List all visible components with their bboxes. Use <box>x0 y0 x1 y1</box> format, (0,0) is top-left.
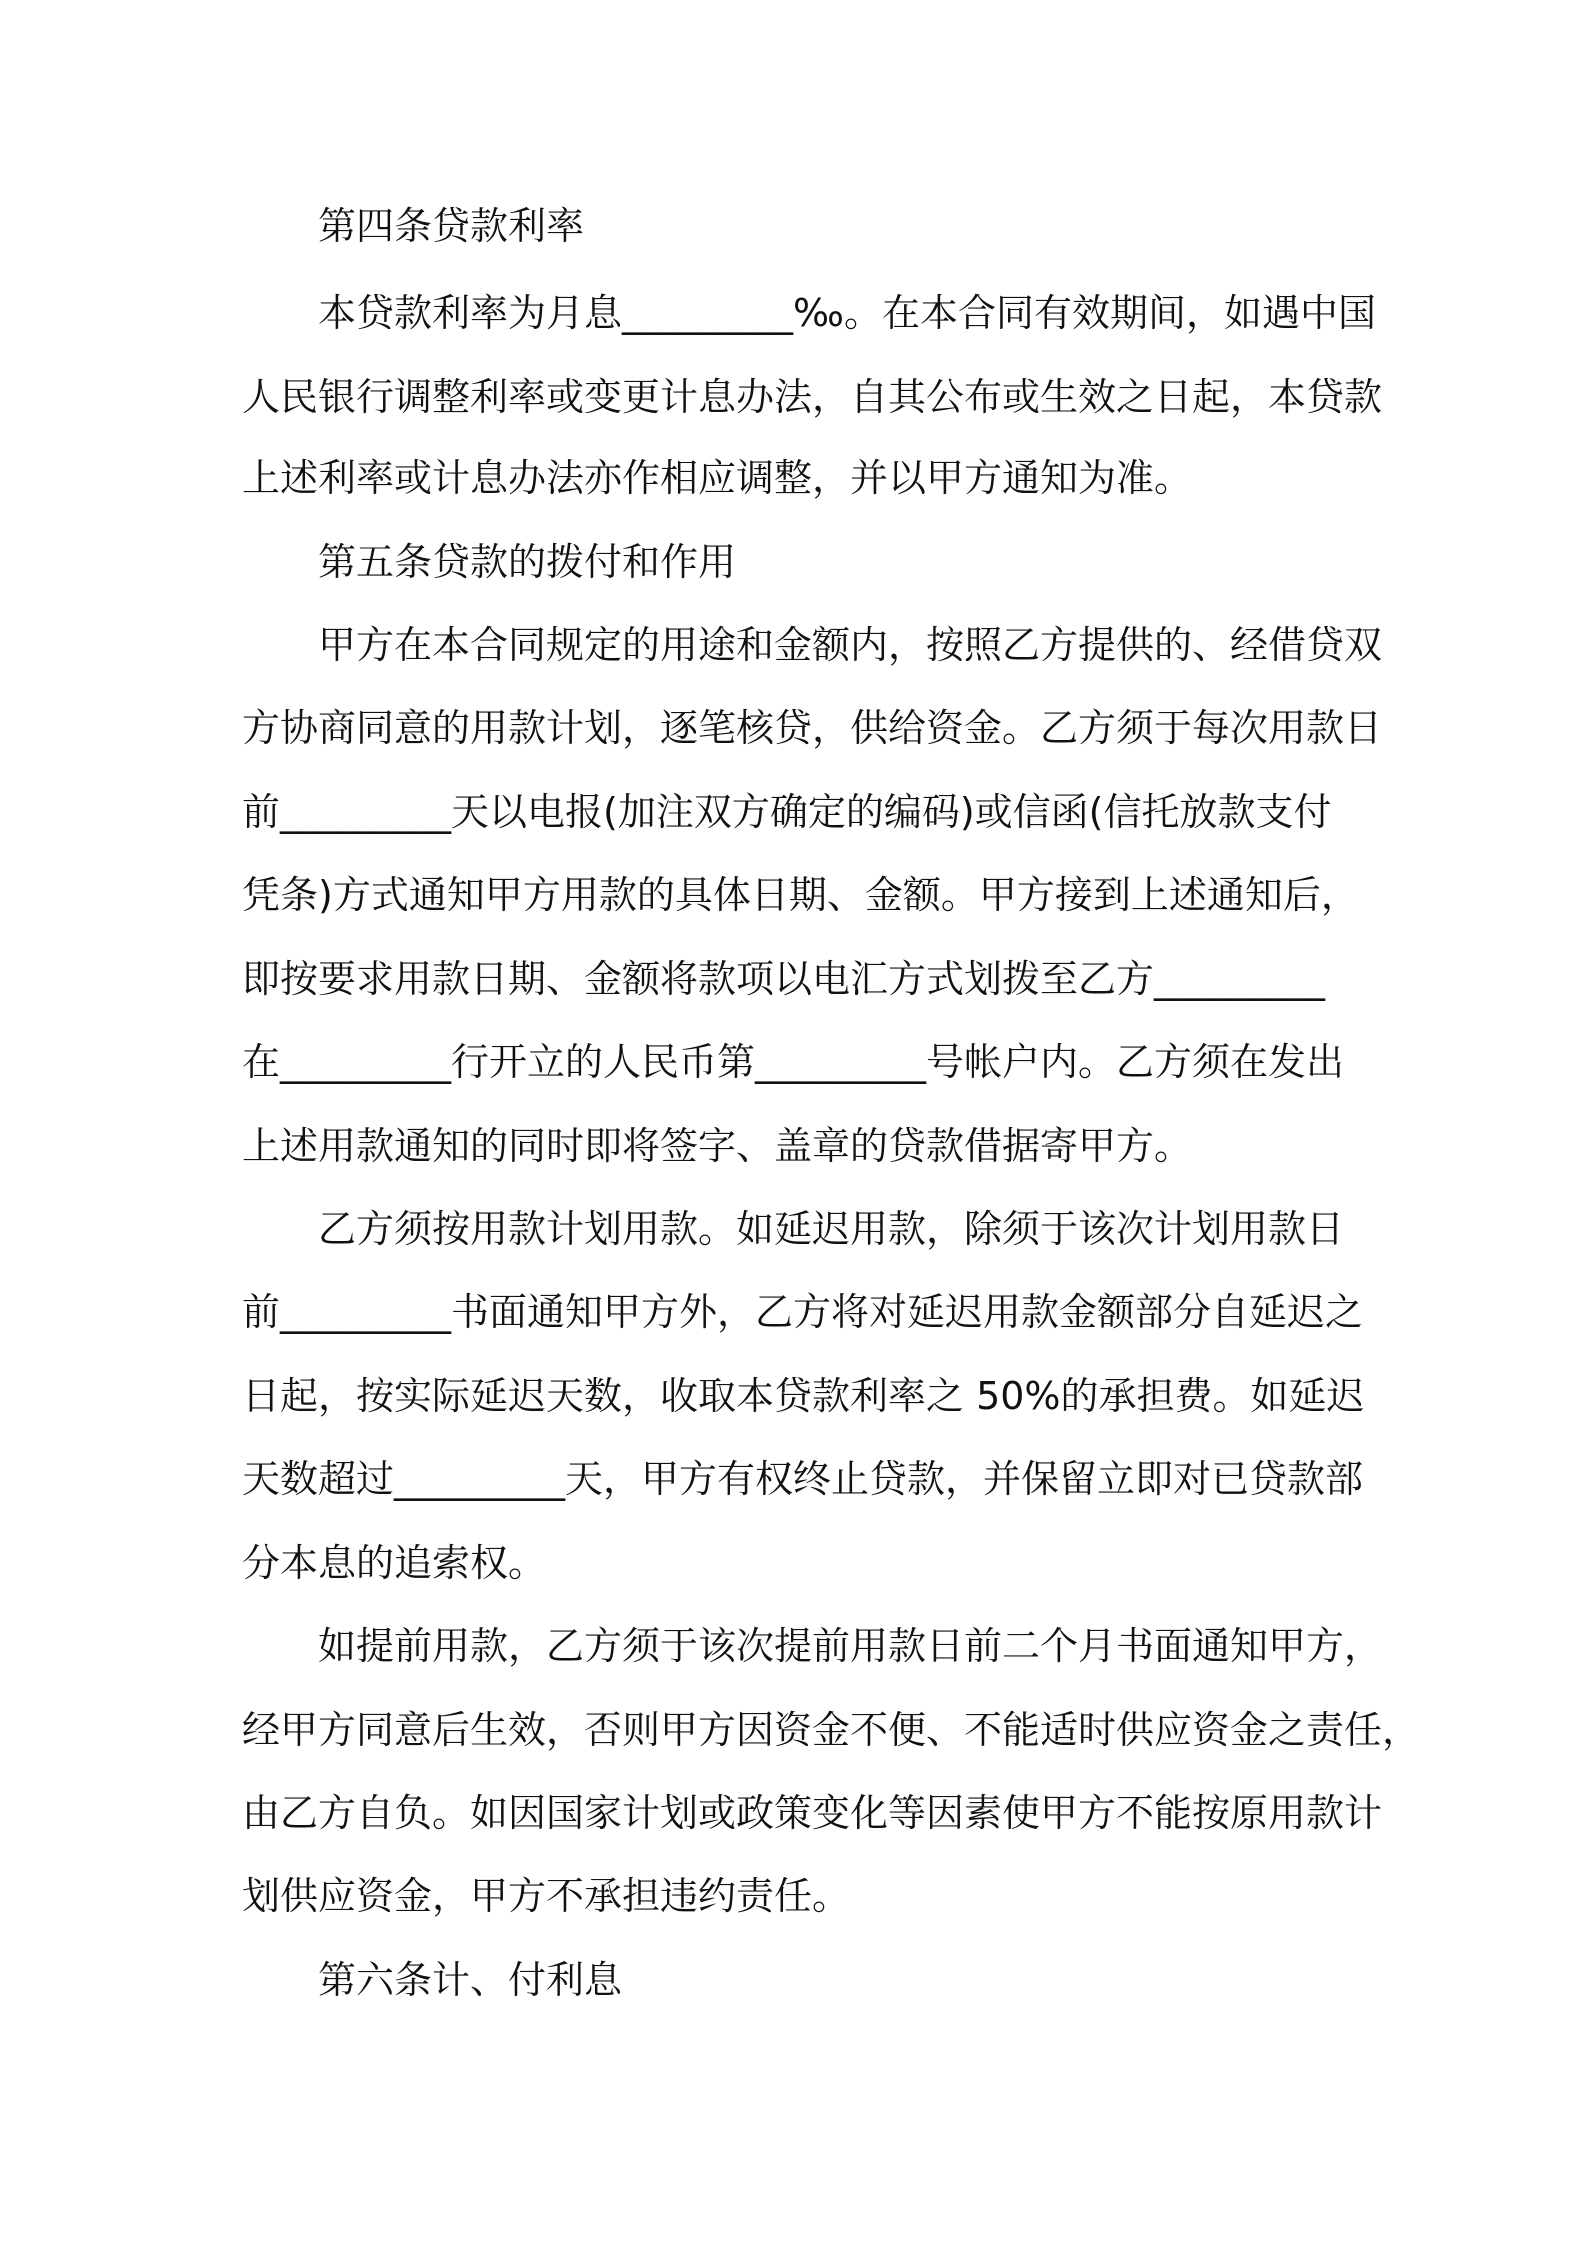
paragraph-line: 本贷款利率为月息_________‰。在本合同有效期间，如遇中国 <box>318 291 1376 335</box>
paragraph-line: 乙方须按用款计划用款。如延迟用款，除须于该次计划用款日 <box>318 1207 1345 1251</box>
paragraph-line: 即按要求用款日期、金额将款项以电汇方式划拨至乙方_________ <box>242 957 1326 1001</box>
paragraph-line: 方协商同意的用款计划，逐笔核贷，供给资金。乙方须于每次用款日 <box>242 706 1383 750</box>
paragraph-line: 前_________书面通知甲方外，乙方将对延迟用款金额部分自延迟之 <box>242 1290 1364 1334</box>
paragraph-line: 前_________天以电报(加注双方确定的编码)或信函(信托放款支付 <box>242 790 1332 834</box>
heading-article-4: 第四条贷款利率 <box>318 204 585 248</box>
paragraph-line: 甲方在本合同规定的用途和金额内，按照乙方提供的、经借贷双 <box>318 623 1383 667</box>
heading-article-5: 第五条贷款的拨付和作用 <box>318 540 737 584</box>
paragraph-line: 划供应资金，甲方不承担违约责任。 <box>242 1874 851 1918</box>
paragraph-line: 凭条)方式通知甲方用款的具体日期、金额。甲方接到上述通知后， <box>242 873 1359 917</box>
paragraph-line: 人民银行调整利率或变更计息办法，自其公布或生效之日起，本贷款 <box>242 375 1383 419</box>
paragraph-line: 在_________行开立的人民币第_________号帐户内。乙方须在发出 <box>242 1040 1345 1084</box>
paragraph-line: 由乙方自负。如因国家计划或政策变化等因素使甲方不能按原用款计 <box>242 1791 1383 1835</box>
paragraph-line: 天数超过_________天，甲方有权终止贷款，并保留立即对已贷款部 <box>242 1457 1364 1501</box>
paragraph-line: 上述利率或计息办法亦作相应调整，并以甲方通知为准。 <box>242 456 1193 500</box>
paragraph-line: 经甲方同意后生效，否则甲方因资金不便、不能适时供应资金之责任， <box>242 1708 1421 1752</box>
heading-article-6: 第六条计、付利息 <box>318 1958 623 2002</box>
paragraph-line: 日起，按实际延迟天数，收取本贷款利率之 50%的承担费。如延迟 <box>242 1374 1365 1418</box>
paragraph-line: 分本息的追索权。 <box>242 1541 547 1585</box>
paragraph-line: 上述用款通知的同时即将签字、盖章的贷款借据寄甲方。 <box>242 1124 1193 1168</box>
paragraph-line: 如提前用款，乙方须于该次提前用款日前二个月书面通知甲方， <box>318 1624 1383 1668</box>
